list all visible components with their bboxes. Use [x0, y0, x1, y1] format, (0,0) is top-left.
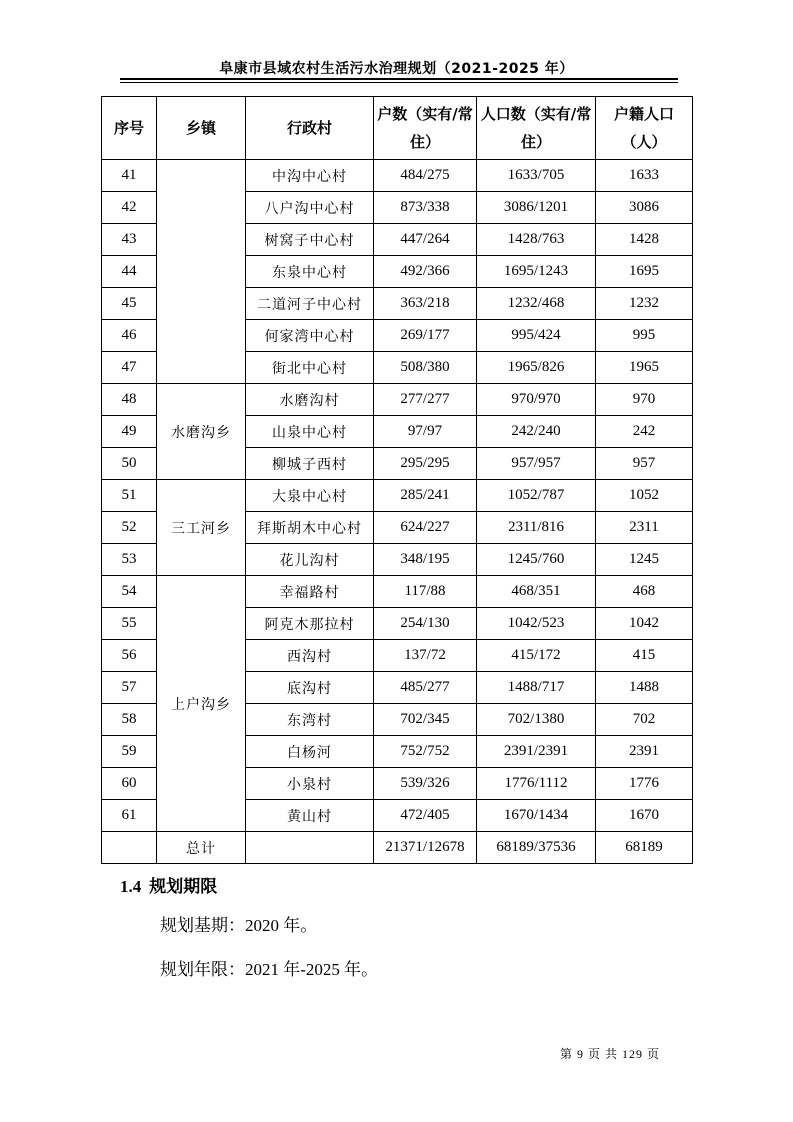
- households-value: 295/295: [374, 448, 477, 480]
- column-header-population: 人口数（实有/常住）: [477, 97, 596, 160]
- village-name: 水磨沟村: [246, 384, 374, 416]
- village-name: 大泉中心村: [246, 480, 374, 512]
- total-label: 总计: [157, 832, 246, 864]
- population-value: 1965/826: [477, 352, 596, 384]
- village-name: 街北中心村: [246, 352, 374, 384]
- table-total-row: [102, 832, 693, 864]
- households-value: 508/380: [374, 352, 477, 384]
- registered-value: 1245: [596, 544, 693, 576]
- column-header-no: 序号: [102, 97, 157, 160]
- households-value: 752/752: [374, 736, 477, 768]
- row-no: 58: [102, 704, 157, 736]
- households-value: 492/366: [374, 256, 477, 288]
- households-value: 137/72: [374, 640, 477, 672]
- registered-value: 995: [596, 320, 693, 352]
- village-name: 八户沟中心村: [246, 192, 374, 224]
- population-value: 1695/1243: [477, 256, 596, 288]
- households-value: 447/264: [374, 224, 477, 256]
- registered-value: 415: [596, 640, 693, 672]
- households-value: 472/405: [374, 800, 477, 832]
- households-value: 873/338: [374, 192, 477, 224]
- population-value: 1633/705: [477, 160, 596, 192]
- population-value: 468/351: [477, 576, 596, 608]
- village-name: 东泉中心村: [246, 256, 374, 288]
- base-period-text: 规划基期：2020 年。: [160, 916, 318, 935]
- column-header-registered: 户籍人口（人）: [596, 97, 693, 160]
- section-number: 1.4: [120, 877, 142, 896]
- village-name: 东湾村: [246, 704, 374, 736]
- population-value: 995/424: [477, 320, 596, 352]
- households-value: 254/130: [374, 608, 477, 640]
- registered-value: 242: [596, 416, 693, 448]
- row-no: 41: [102, 160, 157, 192]
- households-value: 285/241: [374, 480, 477, 512]
- households-value: 269/177: [374, 320, 477, 352]
- total-no-empty: [102, 832, 157, 864]
- total-population: 68189/37536: [477, 832, 596, 864]
- table-row: [102, 384, 693, 416]
- population-value: 415/172: [477, 640, 596, 672]
- village-name: 黄山村: [246, 800, 374, 832]
- table-row: [102, 160, 693, 192]
- village-name: 白杨河: [246, 736, 374, 768]
- row-no: 54: [102, 576, 157, 608]
- village-name: 西沟村: [246, 640, 374, 672]
- population-value: 1245/760: [477, 544, 596, 576]
- households-value: 539/326: [374, 768, 477, 800]
- row-no: 45: [102, 288, 157, 320]
- registered-value: 1042: [596, 608, 693, 640]
- column-header-households: 户数（实有/常住）: [374, 97, 477, 160]
- table-row: [102, 480, 693, 512]
- row-no: 50: [102, 448, 157, 480]
- registered-value: 1695: [596, 256, 693, 288]
- registered-value: 1633: [596, 160, 693, 192]
- total-village-empty: [246, 832, 374, 864]
- village-name: 幸福路村: [246, 576, 374, 608]
- registered-value: 2311: [596, 512, 693, 544]
- row-no: 44: [102, 256, 157, 288]
- header-rule-thin: [120, 82, 678, 83]
- village-name: 阿克木那拉村: [246, 608, 374, 640]
- table-row: [102, 576, 693, 608]
- population-value: 702/1380: [477, 704, 596, 736]
- registered-value: 3086: [596, 192, 693, 224]
- village-name: 中沟中心村: [246, 160, 374, 192]
- village-name: 柳城子西村: [246, 448, 374, 480]
- population-value: 1670/1434: [477, 800, 596, 832]
- population-value: 2311/816: [477, 512, 596, 544]
- registered-value: 1232: [596, 288, 693, 320]
- town-name: 上户沟乡: [157, 576, 246, 832]
- village-population-table: [101, 96, 693, 864]
- population-value: 957/957: [477, 448, 596, 480]
- population-value: 2391/2391: [477, 736, 596, 768]
- registered-value: 1776: [596, 768, 693, 800]
- village-name: 花儿沟村: [246, 544, 374, 576]
- row-no: 46: [102, 320, 157, 352]
- total-registered: 68189: [596, 832, 693, 864]
- village-name: 何家湾中心村: [246, 320, 374, 352]
- row-no: 42: [102, 192, 157, 224]
- registered-value: 1488: [596, 672, 693, 704]
- households-value: 485/277: [374, 672, 477, 704]
- village-name: 底沟村: [246, 672, 374, 704]
- registered-value: 1670: [596, 800, 693, 832]
- row-no: 51: [102, 480, 157, 512]
- registered-value: 702: [596, 704, 693, 736]
- row-no: 53: [102, 544, 157, 576]
- households-value: 277/277: [374, 384, 477, 416]
- households-value: 363/218: [374, 288, 477, 320]
- population-value: 1488/717: [477, 672, 596, 704]
- column-header-town: 乡镇: [157, 97, 246, 160]
- village-name: 山泉中心村: [246, 416, 374, 448]
- registered-value: 1965: [596, 352, 693, 384]
- header-rule: [120, 78, 678, 80]
- households-value: 702/345: [374, 704, 477, 736]
- town-name: 水磨沟乡: [157, 384, 246, 480]
- row-no: 47: [102, 352, 157, 384]
- registered-value: 1428: [596, 224, 693, 256]
- row-no: 57: [102, 672, 157, 704]
- registered-value: 468: [596, 576, 693, 608]
- registered-value: 970: [596, 384, 693, 416]
- population-value: 1776/1112: [477, 768, 596, 800]
- population-value: 970/970: [477, 384, 596, 416]
- town-name: 三工河乡: [157, 480, 246, 576]
- village-name: 二道河子中心村: [246, 288, 374, 320]
- registered-value: 957: [596, 448, 693, 480]
- town-cell-empty: [157, 160, 246, 384]
- population-value: 3086/1201: [477, 192, 596, 224]
- population-value: 1042/523: [477, 608, 596, 640]
- row-no: 55: [102, 608, 157, 640]
- section-heading: [120, 872, 217, 897]
- row-no: 43: [102, 224, 157, 256]
- registered-value: 2391: [596, 736, 693, 768]
- population-value: 1428/763: [477, 224, 596, 256]
- households-value: 484/275: [374, 160, 477, 192]
- households-value: 117/88: [374, 576, 477, 608]
- row-no: 61: [102, 800, 157, 832]
- row-no: 59: [102, 736, 157, 768]
- registered-value: 1052: [596, 480, 693, 512]
- population-value: 1232/468: [477, 288, 596, 320]
- row-no: 48: [102, 384, 157, 416]
- row-no: 60: [102, 768, 157, 800]
- total-households: 21371/12678: [374, 832, 477, 864]
- households-value: 97/97: [374, 416, 477, 448]
- document-header-title: 阜康市县域农村生活污水治理规划（2021-2025 年）: [219, 61, 574, 77]
- households-value: 348/195: [374, 544, 477, 576]
- plan-period-text: 规划年限：2021 年-2025 年。: [160, 960, 379, 979]
- households-value: 624/227: [374, 512, 477, 544]
- table-header-row: [102, 97, 693, 160]
- row-no: 52: [102, 512, 157, 544]
- population-value: 1052/787: [477, 480, 596, 512]
- village-name: 树窝子中心村: [246, 224, 374, 256]
- village-name: 拜斯胡木中心村: [246, 512, 374, 544]
- population-value: 242/240: [477, 416, 596, 448]
- section-title: 规划期限: [149, 877, 218, 897]
- row-no: 56: [102, 640, 157, 672]
- row-no: 49: [102, 416, 157, 448]
- page-number: 第 9 页 共 129 页: [560, 1047, 661, 1061]
- village-name: 小泉村: [246, 768, 374, 800]
- column-header-village: 行政村: [246, 97, 374, 160]
